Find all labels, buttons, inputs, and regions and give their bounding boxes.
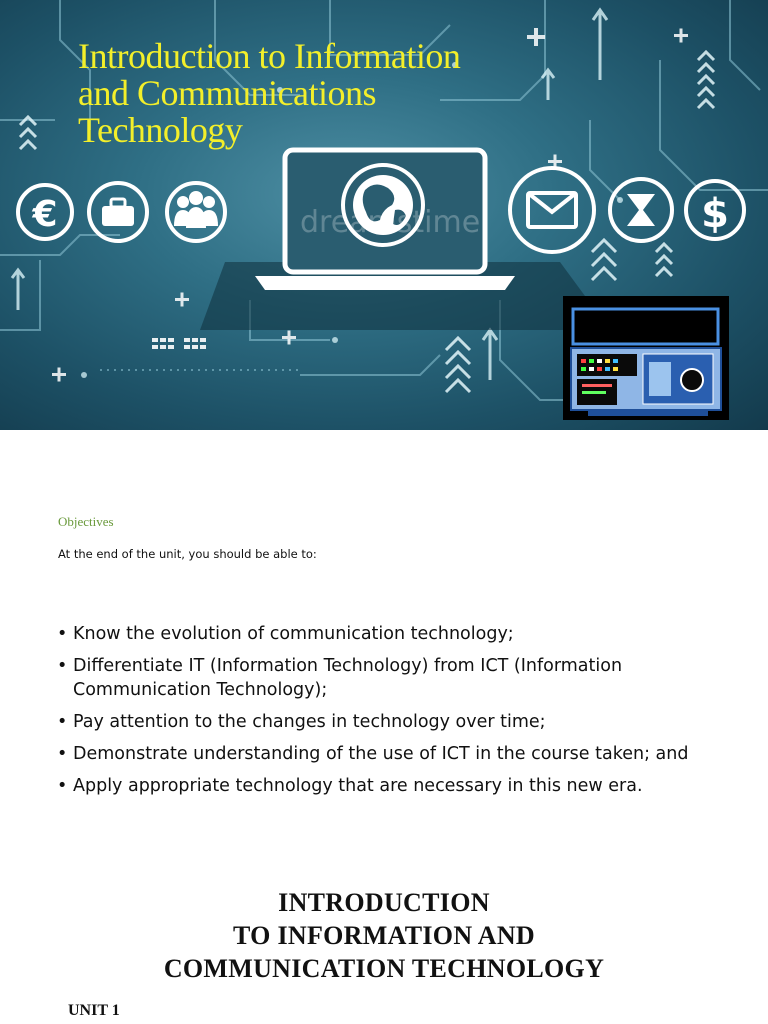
objective-text: Apply appropriate technology that are necessary in this new era. <box>73 776 643 796</box>
unit-heading <box>0 886 768 985</box>
svg-text:dreamstime: dreamstime <box>300 205 481 240</box>
banner-title-line: Technology <box>78 110 243 150</box>
list-item <box>56 742 756 766</box>
list-item <box>56 622 756 646</box>
objective-text: Pay attention to the changes in technology over time; <box>73 712 546 732</box>
list-item <box>56 654 756 702</box>
heading-line: COMMUNICATION TECHNOLOGY <box>163 954 605 983</box>
list-item <box>56 710 756 734</box>
objective-text: Know the evolution of communication technology; <box>73 624 514 644</box>
title-banner <box>0 0 768 430</box>
objectives-label: Objectives <box>58 514 114 529</box>
objectives-list <box>56 622 756 806</box>
list-item <box>56 774 756 798</box>
banner-title <box>78 38 518 149</box>
bullet: • <box>57 712 68 732</box>
objectives-intro: At the end of the unit, you should be able to: <box>58 547 317 561</box>
banner-title-line: Introduction to Information <box>78 36 461 76</box>
svg-text:$: $ <box>701 191 729 237</box>
bullet: • <box>57 656 68 676</box>
unit-label: UNIT 1 <box>68 1002 120 1019</box>
bullet: • <box>57 744 68 764</box>
bullet: • <box>57 624 68 644</box>
objective-text: Demonstrate understanding of the use of ICT in the course taken; and <box>73 744 689 764</box>
retro-computer-clipart <box>563 296 729 420</box>
bullet: • <box>57 776 68 796</box>
heading-line: INTRODUCTION <box>278 888 490 917</box>
heading-line: TO INFORMATION AND <box>232 921 535 950</box>
banner-title-line: and Communications <box>78 73 376 113</box>
objective-text: Differentiate IT (Information Technology) from ICT (Information Communication Technology); <box>73 656 623 700</box>
svg-text:€: € <box>32 194 58 235</box>
